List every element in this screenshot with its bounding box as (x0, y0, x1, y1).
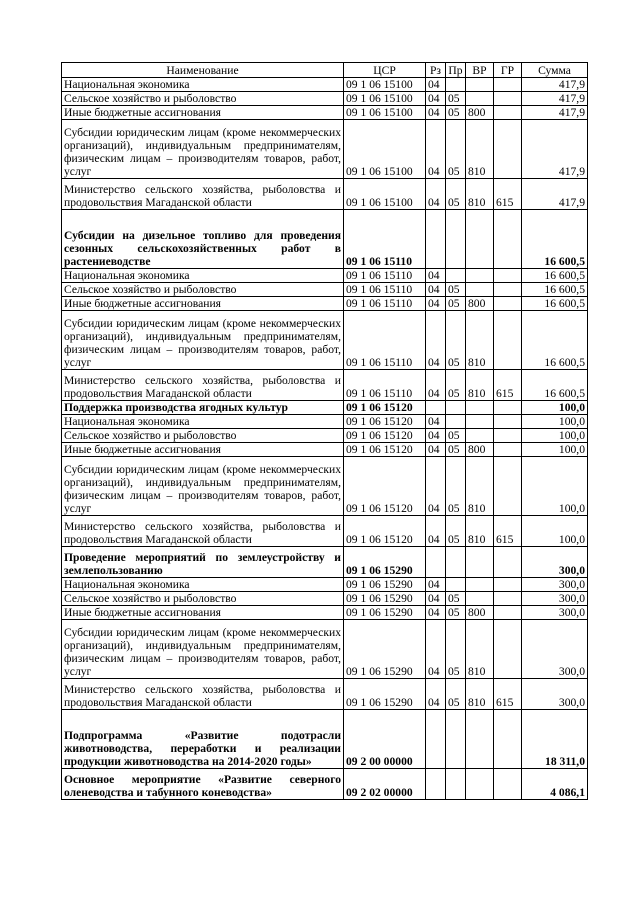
cell-vr: 800 (466, 106, 494, 120)
cell-name: Национальная экономика (62, 578, 344, 592)
cell-rz (426, 547, 446, 578)
table-row (62, 283, 588, 297)
cell-name: Проведение мероприятий по землеустройству и землепользованию (62, 547, 344, 578)
cell-rz: 04 (426, 179, 446, 210)
cell-vr (466, 269, 494, 283)
cell-vr (466, 429, 494, 443)
cell-name: Национальная экономика (62, 78, 344, 92)
table-row (62, 210, 588, 269)
cell-sum: 16 600,5 (522, 283, 588, 297)
cell-rz: 04 (426, 78, 446, 92)
cell-csr: 09 1 06 15100 (344, 120, 426, 179)
cell-rz: 04 (426, 92, 446, 106)
cell-pr (446, 401, 466, 415)
cell-sum: 300,0 (522, 578, 588, 592)
cell-rz (426, 769, 446, 800)
cell-gr (494, 620, 522, 679)
table-row (62, 92, 588, 106)
cell-name: Субсидии юридическим лицам (кроме некоммерческих организаций), индивидуальным предпринимателям, физическим лицам – производителям товаров, работ, услуг (62, 457, 344, 516)
cell-name: Субсидии юридическим лицам (кроме некоммерческих организаций), индивидуальным предпринимателям, физическим лицам – производителям товаров, работ, услуг (62, 311, 344, 370)
cell-vr (466, 578, 494, 592)
cell-rz: 04 (426, 516, 446, 547)
cell-rz (426, 710, 446, 769)
cell-pr: 05 (446, 679, 466, 710)
cell-gr (494, 578, 522, 592)
cell-rz: 04 (426, 578, 446, 592)
cell-rz: 04 (426, 679, 446, 710)
cell-pr (446, 78, 466, 92)
cell-gr (494, 92, 522, 106)
cell-name: Национальная экономика (62, 269, 344, 283)
table-row (62, 370, 588, 401)
cell-gr (494, 311, 522, 370)
cell-vr: 800 (466, 606, 494, 620)
cell-vr: 800 (466, 443, 494, 457)
cell-sum: 16 600,5 (522, 297, 588, 311)
cell-name: Основное мероприятие «Развитие северного оленеводства и табунного коневодства» (62, 769, 344, 800)
table-row (62, 769, 588, 800)
cell-sum: 417,9 (522, 78, 588, 92)
cell-csr: 09 1 06 15110 (344, 283, 426, 297)
cell-name: Иные бюджетные ассигнования (62, 106, 344, 120)
cell-csr: 09 2 00 00000 (344, 710, 426, 769)
cell-vr: 810 (466, 311, 494, 370)
cell-sum: 300,0 (522, 592, 588, 606)
cell-sum: 417,9 (522, 106, 588, 120)
table-row (62, 120, 588, 179)
cell-sum: 18 311,0 (522, 710, 588, 769)
table-row (62, 297, 588, 311)
cell-vr (466, 547, 494, 578)
cell-vr (466, 210, 494, 269)
cell-csr: 09 1 06 15120 (344, 401, 426, 415)
cell-gr (494, 210, 522, 269)
cell-csr: 09 1 06 15120 (344, 443, 426, 457)
cell-sum: 300,0 (522, 547, 588, 578)
cell-csr: 09 1 06 15120 (344, 429, 426, 443)
cell-pr (446, 578, 466, 592)
table-row (62, 457, 588, 516)
cell-name: Поддержка производства ягодных культур (62, 401, 344, 415)
cell-pr: 05 (446, 457, 466, 516)
table-row (62, 106, 588, 120)
cell-sum: 300,0 (522, 606, 588, 620)
cell-pr: 05 (446, 297, 466, 311)
cell-gr (494, 415, 522, 429)
cell-gr (494, 769, 522, 800)
table-row (62, 547, 588, 578)
table-row (62, 78, 588, 92)
cell-gr: 615 (494, 370, 522, 401)
cell-pr: 05 (446, 311, 466, 370)
cell-vr: 810 (466, 179, 494, 210)
cell-csr: 09 1 06 15100 (344, 92, 426, 106)
cell-rz (426, 401, 446, 415)
cell-sum: 300,0 (522, 679, 588, 710)
cell-gr (494, 120, 522, 179)
header-gr: ГР (494, 63, 522, 78)
cell-name: Сельское хозяйство и рыболовство (62, 283, 344, 297)
cell-pr (446, 415, 466, 429)
cell-name: Иные бюджетные ассигнования (62, 443, 344, 457)
cell-name: Министерство сельского хозяйства, рыболовства и продовольствия Магаданской области (62, 679, 344, 710)
cell-vr: 810 (466, 679, 494, 710)
table-row (62, 443, 588, 457)
cell-sum: 100,0 (522, 516, 588, 547)
cell-pr: 05 (446, 283, 466, 297)
cell-sum: 16 600,5 (522, 311, 588, 370)
cell-sum: 100,0 (522, 429, 588, 443)
cell-pr: 05 (446, 179, 466, 210)
cell-csr: 09 1 06 15290 (344, 578, 426, 592)
table-row (62, 401, 588, 415)
header-csr: ЦСР (344, 63, 426, 78)
table-row (62, 516, 588, 547)
cell-csr: 09 1 06 15110 (344, 297, 426, 311)
cell-pr: 05 (446, 516, 466, 547)
cell-pr: 05 (446, 92, 466, 106)
cell-name: Сельское хозяйство и рыболовство (62, 92, 344, 106)
table-row (62, 578, 588, 592)
cell-gr (494, 283, 522, 297)
table-row (62, 620, 588, 679)
cell-gr (494, 401, 522, 415)
cell-sum: 417,9 (522, 179, 588, 210)
cell-rz: 04 (426, 592, 446, 606)
table-row (62, 269, 588, 283)
cell-csr: 09 1 06 15290 (344, 606, 426, 620)
cell-gr (494, 592, 522, 606)
cell-name: Министерство сельского хозяйства, рыболовства и продовольствия Магаданской области (62, 179, 344, 210)
header-vr: ВР (466, 63, 494, 78)
cell-pr (446, 210, 466, 269)
cell-pr (446, 547, 466, 578)
table-row (62, 592, 588, 606)
cell-rz: 04 (426, 415, 446, 429)
cell-gr (494, 106, 522, 120)
cell-csr: 09 1 06 15120 (344, 457, 426, 516)
cell-csr: 09 1 06 15110 (344, 269, 426, 283)
cell-sum: 100,0 (522, 415, 588, 429)
cell-pr (446, 769, 466, 800)
cell-rz: 04 (426, 606, 446, 620)
cell-rz: 04 (426, 269, 446, 283)
cell-csr: 09 1 06 15110 (344, 210, 426, 269)
cell-vr: 810 (466, 620, 494, 679)
table-row (62, 415, 588, 429)
cell-pr: 05 (446, 429, 466, 443)
budget-table (61, 62, 588, 800)
header-pr: Пр (446, 63, 466, 78)
cell-pr (446, 710, 466, 769)
cell-sum: 16 600,5 (522, 370, 588, 401)
cell-sum: 16 600,5 (522, 210, 588, 269)
cell-vr (466, 710, 494, 769)
cell-vr (466, 78, 494, 92)
cell-pr: 05 (446, 606, 466, 620)
cell-gr (494, 710, 522, 769)
cell-name: Сельское хозяйство и рыболовство (62, 429, 344, 443)
cell-gr (494, 443, 522, 457)
cell-vr: 800 (466, 297, 494, 311)
cell-rz: 04 (426, 457, 446, 516)
cell-gr (494, 429, 522, 443)
cell-name: Иные бюджетные ассигнования (62, 297, 344, 311)
cell-csr: 09 1 06 15120 (344, 516, 426, 547)
cell-name: Национальная экономика (62, 415, 344, 429)
table-row (62, 179, 588, 210)
cell-csr: 09 1 06 15290 (344, 547, 426, 578)
cell-sum: 4 086,1 (522, 769, 588, 800)
cell-csr: 09 1 06 15110 (344, 370, 426, 401)
table-row (62, 679, 588, 710)
cell-rz: 04 (426, 443, 446, 457)
header-name: Наименование (62, 63, 344, 78)
cell-vr (466, 401, 494, 415)
cell-pr: 05 (446, 592, 466, 606)
cell-name: Министерство сельского хозяйства, рыболовства и продовольствия Магаданской области (62, 516, 344, 547)
cell-vr (466, 769, 494, 800)
cell-gr: 615 (494, 679, 522, 710)
cell-gr: 615 (494, 179, 522, 210)
cell-rz: 04 (426, 297, 446, 311)
cell-name: Субсидии на дизельное топливо для проведения сезонных сельскохозяйственных работ в растениеводстве (62, 210, 344, 269)
cell-rz (426, 210, 446, 269)
table-row (62, 311, 588, 370)
cell-pr: 05 (446, 620, 466, 679)
cell-gr: 615 (494, 516, 522, 547)
cell-name: Сельское хозяйство и рыболовство (62, 592, 344, 606)
cell-sum: 16 600,5 (522, 269, 588, 283)
table-row (62, 710, 588, 769)
cell-csr: 09 1 06 15100 (344, 78, 426, 92)
cell-sum: 300,0 (522, 620, 588, 679)
cell-gr (494, 606, 522, 620)
cell-csr: 09 1 06 15100 (344, 106, 426, 120)
cell-name: Подпрограмма «Развитие подотрасли животноводства, переработки и реализации продукции животноводства на 2014-2020 годы» (62, 710, 344, 769)
cell-csr: 09 1 06 15110 (344, 311, 426, 370)
header-sum: Сумма (522, 63, 588, 78)
cell-rz: 04 (426, 311, 446, 370)
cell-rz: 04 (426, 620, 446, 679)
cell-gr (494, 457, 522, 516)
cell-rz: 04 (426, 120, 446, 179)
header-rz: Рз (426, 63, 446, 78)
cell-sum: 100,0 (522, 457, 588, 516)
cell-name: Субсидии юридическим лицам (кроме некоммерческих организаций), индивидуальным предпринимателям, физическим лицам – производителям товаров, работ, услуг (62, 120, 344, 179)
cell-pr: 05 (446, 443, 466, 457)
cell-vr: 810 (466, 370, 494, 401)
cell-name: Иные бюджетные ассигнования (62, 606, 344, 620)
cell-gr (494, 269, 522, 283)
table-row (62, 606, 588, 620)
cell-pr: 05 (446, 106, 466, 120)
cell-pr: 05 (446, 120, 466, 179)
cell-sum: 417,9 (522, 92, 588, 106)
cell-rz: 04 (426, 370, 446, 401)
cell-gr (494, 78, 522, 92)
cell-vr: 810 (466, 516, 494, 547)
cell-vr (466, 92, 494, 106)
cell-csr: 09 1 06 15290 (344, 592, 426, 606)
cell-vr (466, 283, 494, 297)
cell-vr: 810 (466, 457, 494, 516)
cell-csr: 09 2 02 00000 (344, 769, 426, 800)
cell-pr: 05 (446, 370, 466, 401)
cell-csr: 09 1 06 15120 (344, 415, 426, 429)
cell-pr (446, 269, 466, 283)
cell-gr (494, 297, 522, 311)
cell-name: Субсидии юридическим лицам (кроме некоммерческих организаций), индивидуальным предпринимателям, физическим лицам – производителям товаров, работ, услуг (62, 620, 344, 679)
cell-vr: 810 (466, 120, 494, 179)
cell-vr (466, 592, 494, 606)
table-row (62, 429, 588, 443)
cell-name: Министерство сельского хозяйства, рыболовства и продовольствия Магаданской области (62, 370, 344, 401)
table-header-row (62, 63, 588, 78)
cell-gr (494, 547, 522, 578)
cell-vr (466, 415, 494, 429)
cell-sum: 100,0 (522, 443, 588, 457)
cell-rz: 04 (426, 283, 446, 297)
cell-sum: 417,9 (522, 120, 588, 179)
cell-csr: 09 1 06 15100 (344, 179, 426, 210)
cell-sum: 100,0 (522, 401, 588, 415)
cell-csr: 09 1 06 15290 (344, 620, 426, 679)
cell-rz: 04 (426, 429, 446, 443)
cell-rz: 04 (426, 106, 446, 120)
cell-csr: 09 1 06 15290 (344, 679, 426, 710)
